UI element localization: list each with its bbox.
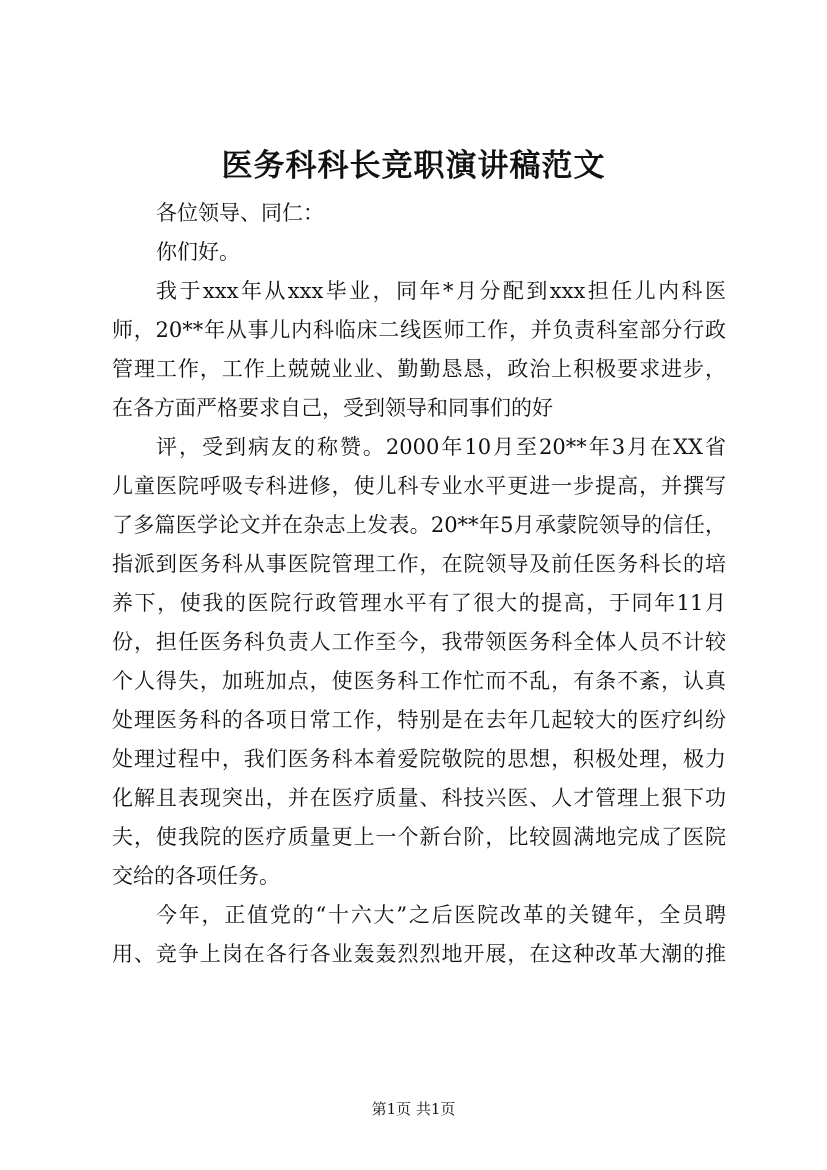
text-line: 交给的各项任务。 [112,864,280,888]
text-line: 儿童医院呼吸专科进修，使儿科专业水平更进一步提高，并撰写 [112,474,726,498]
text-line: 在各方面严格要求自己，受到领导和同事们的好 [112,396,553,420]
text-line: 夫，使我院的医疗质量更上一个新台阶，比较圆满地完成了医院 [112,825,726,849]
text-line: 养下，使我的医院行政管理水平有了很大的提高，于同年11月 [112,591,726,615]
text-line: 今年，正值党的“十六大”之后医院改革的关键年，全员聘 [156,903,726,927]
text-line: 化解且表现突出，并在医疗质量、科技兴医、人才管理上狠下功 [112,786,726,810]
paragraph-2 [112,430,726,898]
text-line: 处理过程中，我们医务科本着爱院敬院的思想，积极处理，极力 [112,747,726,771]
text-line: 指派到医务科从事医院管理工作，在院领导及前任医务科长的培 [112,552,726,576]
paragraph-1 [112,274,726,430]
page-number-footer: 第1页 共1页 [371,1100,456,1118]
text-line: 处理医务科的各项日常工作，特别是在去年几起较大的医疗纠纷 [112,708,726,732]
document-title: 医务科科长竞职演讲稿范文 [221,148,606,184]
text-line: 评，受到病友的称赞。2000年10月至20**年3月在XX省 [156,435,726,459]
greeting-line: 你们好。 [156,240,240,264]
paragraph-3 [112,898,726,972]
text-line: 个人得失，加班加点，使医务科工作忙而不乱，有条不紊，认真 [112,669,726,693]
text-line: 了多篇医学论文并在杂志上发表。20**年5月承蒙院领导的信任， [112,513,726,537]
salutation-line: 各位领导、同仁： [156,201,324,225]
text-line: 我于xxx年从xxx毕业，同年*月分配到xxx担任儿内科医 [156,279,726,303]
text-line: 管理工作，工作上兢兢业业、勤勤恳恳，政治上积极要求进步， [112,357,726,381]
text-line: 份，担任医务科负责人工作至今，我带领医务科全体人员不计较 [112,630,726,654]
text-line: 用、竞争上岗在各行各业轰轰烈烈地开展，在这种改革大潮的推 [112,942,726,966]
document-body [112,196,726,972]
text-line: 师，20**年从事儿内科临床二线医师工作，并负责科室部分行政 [112,318,726,342]
